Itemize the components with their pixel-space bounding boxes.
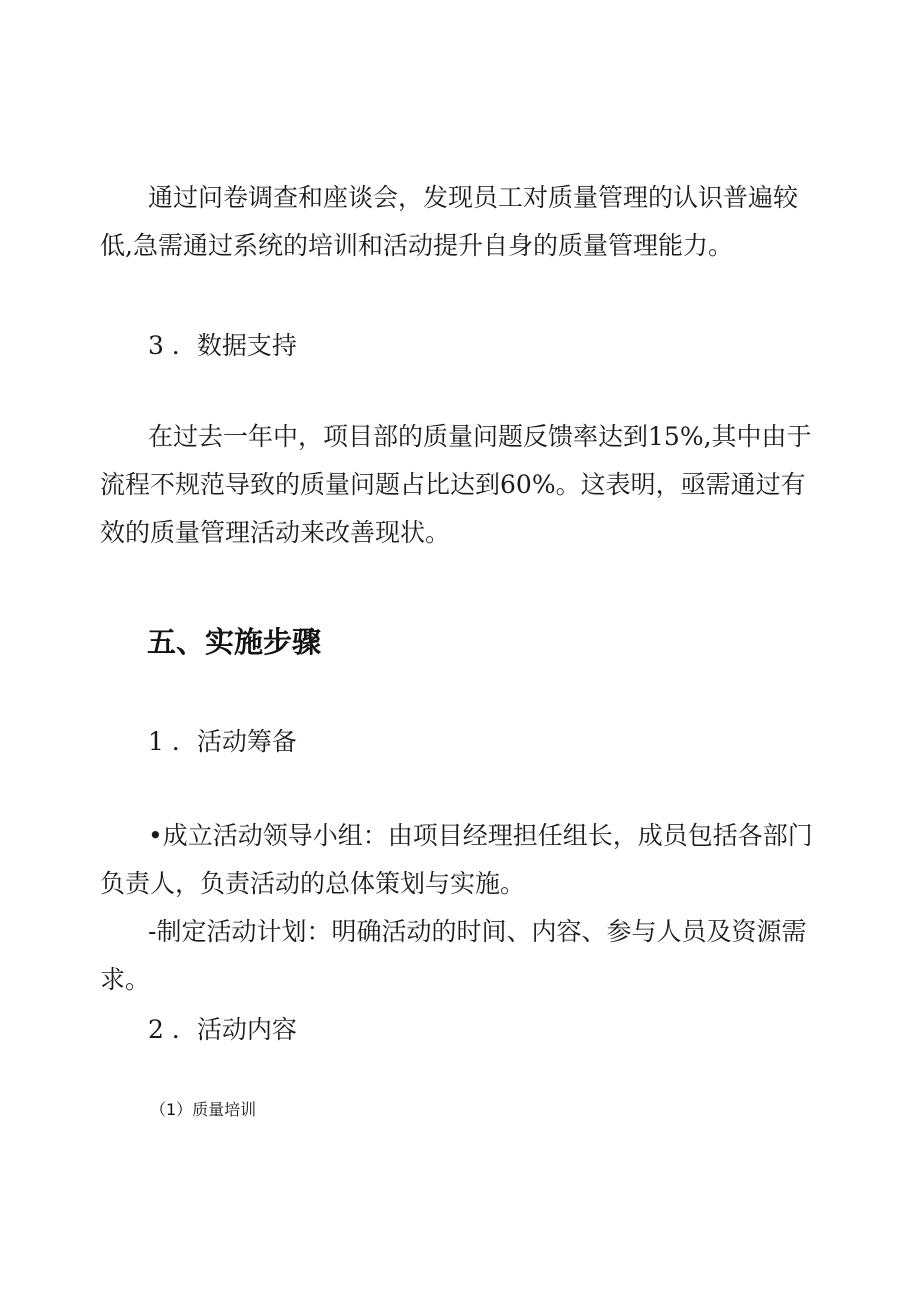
activity-plan-bullet: -制定活动计划：明确活动的时间、内容、参与人员及资源需求。 <box>100 917 807 994</box>
survey-paragraph: 通过问卷调查和座谈会，发现员工对质量管理的认识普遍较低,急需通过系统的培训和活动提升自身的质量管理能力。 <box>100 183 799 260</box>
preparation-subheading: 1 ．活动筹备 <box>148 727 297 756</box>
data-support-subheading: 3 ．数据支持 <box>148 331 297 360</box>
data-paragraph: 在过去一年中，项目部的质量问题反馈率达到15%,其中由于流程不规范导致的质量问题占比达到60%。这表明，亟需通过有效的质量管理活动来改善现状。 <box>100 422 812 547</box>
quality-training-item: （1）质量培训 <box>150 1100 257 1119</box>
content-subheading: 2 ．活动内容 <box>148 1015 297 1044</box>
leadership-group-bullet: •成立活动领导小组：由项目经理担任组长，成员包括各部门负责人，负责活动的总体策划与实施。 <box>100 821 813 898</box>
section-heading: 五、实施步骤 <box>147 625 322 659</box>
